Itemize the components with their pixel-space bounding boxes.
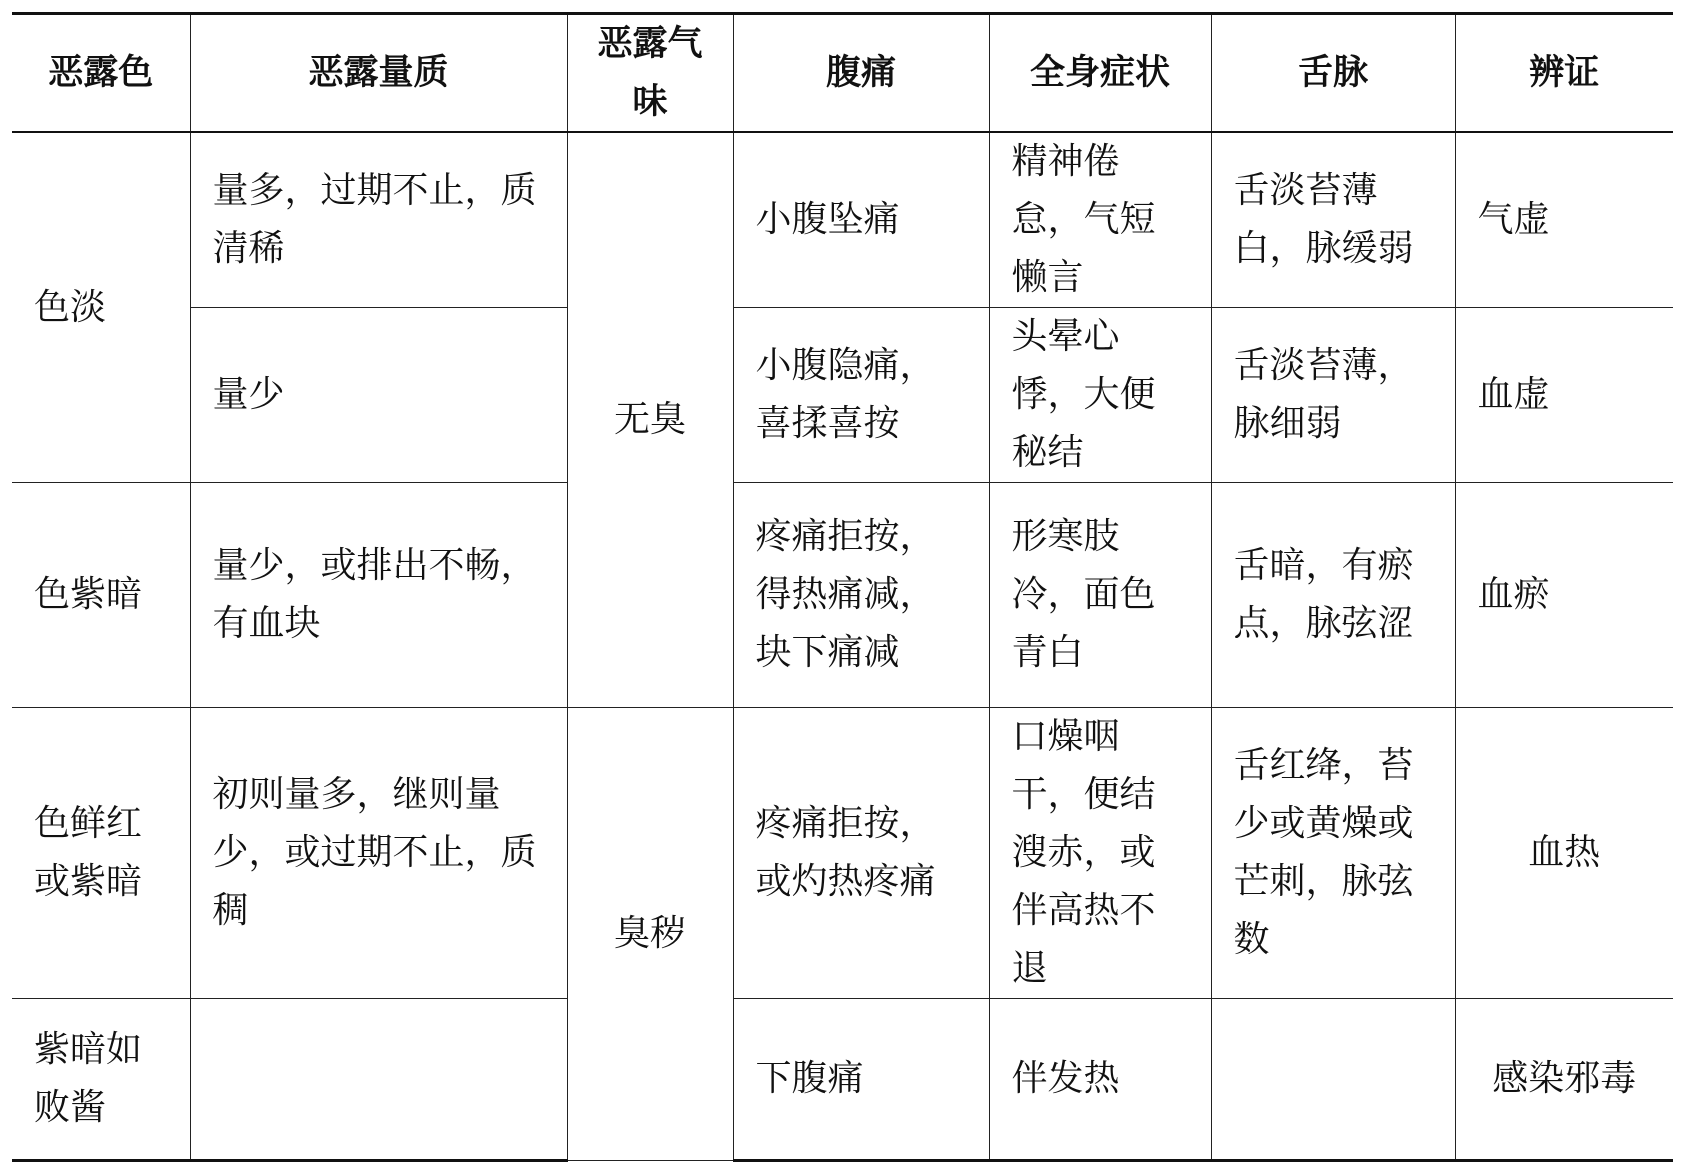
header-systemic-symptoms: 全身症状 [989,14,1211,133]
cell-systemic: 伴发热 [989,999,1211,1161]
cell-color: 色鲜红或紫暗 [12,708,190,999]
lochia-differentiation-table [12,12,1673,1162]
cell-tongue: 舌淡苔薄白，脉缓弱 [1211,132,1455,308]
cell-color: 色紫暗 [12,483,190,708]
cell-tongue: 舌淡苔薄，脉细弱 [1211,308,1455,483]
cell-odor: 无臭 [567,132,733,708]
header-lochia-color: 恶露色 [12,14,190,133]
cell-pain: 小腹坠痛 [733,132,989,308]
header-lochia-amount-quality: 恶露量质 [190,14,567,133]
header-abdominal-pain: 腹痛 [733,14,989,133]
cell-color: 紫暗如败酱 [12,999,190,1161]
cell-pain: 疼痛拒按，或灼热疼痛 [733,708,989,999]
cell-systemic: 精神倦怠，气短懒言 [989,132,1211,308]
cell-amount: 量少，或排出不畅，有血块 [190,483,567,708]
header-tongue-pulse: 舌脉 [1211,14,1455,133]
table-row [12,308,1673,483]
header-diagnosis: 辨证 [1455,14,1673,133]
cell-systemic: 头晕心悸，大便秘结 [989,308,1211,483]
cell-pain: 疼痛拒按，得热痛减，块下痛减 [733,483,989,708]
lochia-differentiation-table-wrapper [12,12,1673,1128]
cell-amount: 初则量多，继则量少，或过期不止，质稠 [190,708,567,999]
cell-systemic: 形寒肢冷，面色青白 [989,483,1211,708]
cell-tongue: 舌暗，有瘀点，脉弦涩 [1211,483,1455,708]
cell-amount: 量多，过期不止，质清稀 [190,132,567,308]
cell-tongue [1211,999,1455,1161]
cell-tongue: 舌红绛，苔少或黄燥或芒刺，脉弦数 [1211,708,1455,999]
table-row [12,483,1673,708]
table-row [12,999,1673,1161]
cell-amount: 量少 [190,308,567,483]
cell-diagnosis: 血热 [1455,708,1673,999]
cell-pain: 下腹痛 [733,999,989,1161]
header-lochia-odor: 恶露气味 [567,14,733,133]
cell-diagnosis: 血瘀 [1455,483,1673,708]
cell-systemic: 口燥咽干，便结溲赤，或伴高热不退 [989,708,1211,999]
cell-color: 色淡 [12,132,190,483]
cell-diagnosis: 血虚 [1455,308,1673,483]
table-row [12,708,1673,999]
cell-diagnosis: 感染邪毒 [1455,999,1673,1161]
table-row [12,132,1673,308]
cell-amount [190,999,567,1161]
cell-odor: 臭秽 [567,708,733,1161]
header-row [12,14,1673,133]
cell-diagnosis: 气虚 [1455,132,1673,308]
cell-pain: 小腹隐痛，喜揉喜按 [733,308,989,483]
